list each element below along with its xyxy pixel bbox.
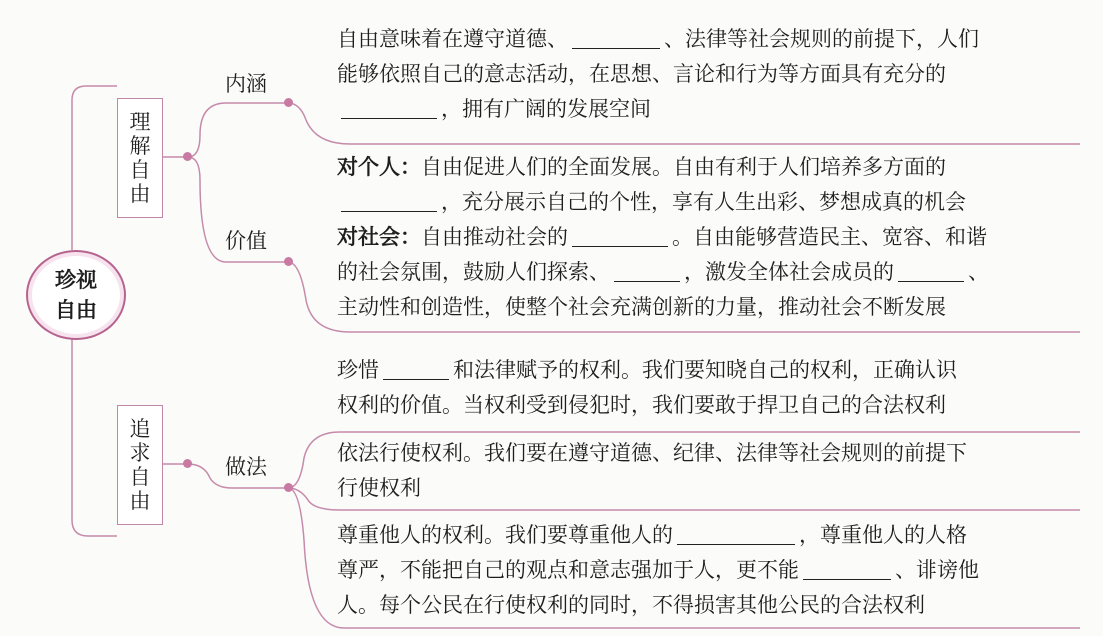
connotation-text (337, 22, 1082, 127)
branch-char: 理 (129, 110, 151, 134)
branch-char: 自 (129, 465, 151, 489)
branch-char: 由 (129, 182, 151, 206)
root-title-line2: 自由 (55, 298, 97, 322)
sub-label-practice: 做法 (225, 455, 267, 479)
text-line: 尊严，不能把自己的观点和意志强加于人，更不能 、诽谤他 (337, 558, 979, 582)
text-line: 自由意味着在遵守道德、 、法律等社会规则的前提下，人们 (337, 27, 979, 51)
text-line: ，充分展示自己的个性，享有人生出彩、梦想成真的机会 (337, 185, 1082, 220)
bold-lead: 对社会： (337, 225, 421, 249)
sub-label-connotation: 内涵 (225, 72, 267, 96)
text-line: ，拥有广阔的发展空间 (337, 92, 1082, 127)
practice-item-cherish (337, 353, 1082, 423)
value-text (337, 150, 1082, 325)
fill-in-blank (803, 557, 891, 580)
node-dot (284, 483, 293, 492)
branch-char: 自 (129, 158, 151, 182)
fill-in-blank (572, 26, 660, 49)
branch-char: 追 (129, 417, 151, 441)
branch-char: 解 (129, 134, 151, 158)
node-dot (284, 98, 293, 107)
text-line: 珍惜 和法律赋予的权利。我们要知晓自己的权利，正确认识 (337, 358, 957, 382)
text-line: 行使权利 (337, 476, 421, 500)
sub-label-value: 价值 (225, 229, 267, 253)
text-line: 对社会：自由推动社会的 。自由能够营造民主、宽容、和谐 (337, 225, 987, 249)
text-line: 权利的价值。当权利受到侵犯时，我们要敢于捍卫自己的合法权利 (337, 393, 946, 417)
branch-char: 求 (129, 441, 151, 465)
root-title-line1: 珍视 (55, 268, 97, 292)
practice-item-lawful-exercise (337, 436, 1082, 506)
node-dot (183, 459, 192, 468)
branch-pursue-freedom (117, 405, 163, 525)
branch-char: 由 (129, 489, 151, 513)
fill-in-blank (341, 189, 437, 212)
fill-in-blank (614, 259, 680, 282)
practice-item-respect-others (337, 518, 1082, 623)
fill-in-blank (898, 259, 964, 282)
text-line: 主动性和创造性，使整个社会充满创新的力量，推动社会不断发展 (337, 295, 946, 319)
text-line: 的社会氛围，鼓励人们探索、 ，激发全体社会成员的 、 (337, 260, 989, 284)
root-node (26, 250, 126, 340)
fill-in-blank (677, 522, 795, 545)
fill-in-blank (572, 224, 668, 247)
text-line: 能够依照自己的意志活动，在思想、言论和行为等方面具有充分的 (337, 62, 946, 86)
bold-lead: 对个人： (337, 155, 421, 179)
branch-understand-freedom (117, 98, 163, 218)
text-line: 依法行使权利。我们要在遵守道德、纪律、法律等社会规则的前提下 (337, 441, 967, 465)
fill-in-blank (341, 96, 437, 119)
fill-in-blank (383, 357, 449, 380)
text-line: 对个人：自由促进人们的全面发展。自由有利于人们培养多方面的 (337, 155, 946, 179)
node-dot (183, 152, 192, 161)
node-dot (284, 257, 293, 266)
text-line: 人。每个公民在行使权利的同时，不得损害其他公民的合法权利 (337, 593, 925, 617)
text-line: 尊重他人的权利。我们要尊重他人的 ，尊重他人的人格 (337, 523, 967, 547)
